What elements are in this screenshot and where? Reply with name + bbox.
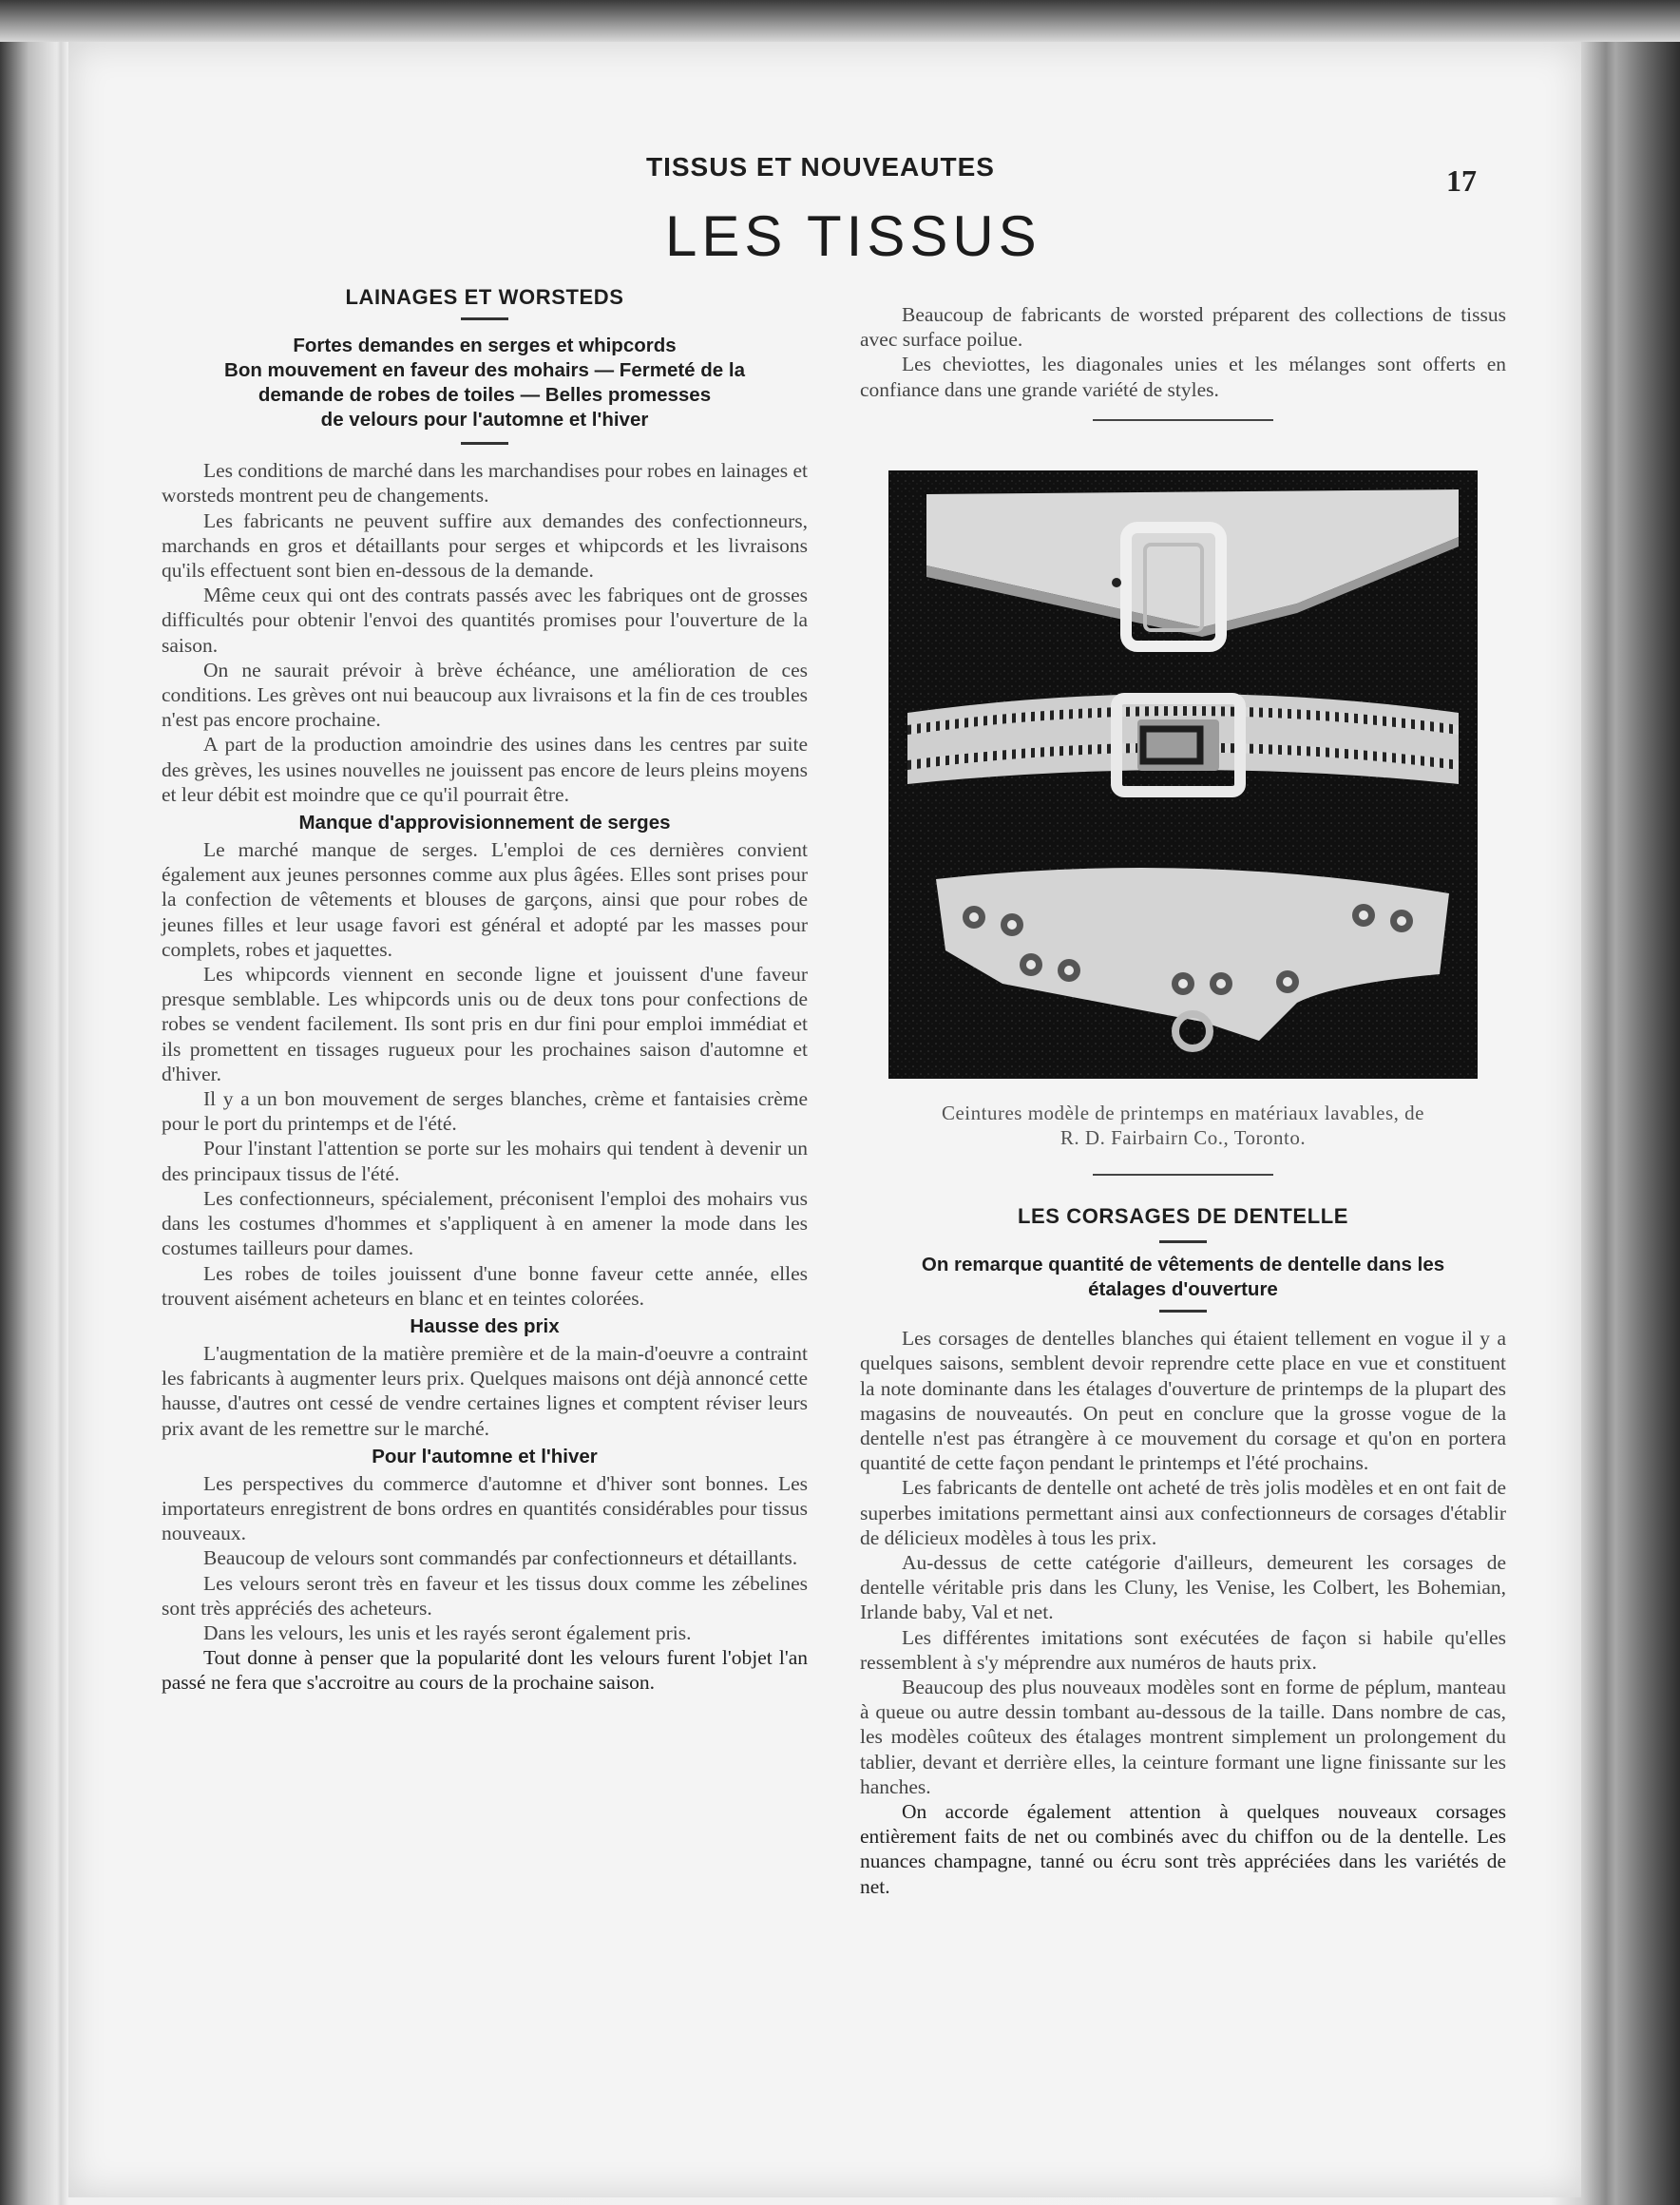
paragraph: Le marché manque de serges. L'emploi de ces dernières convient également aux jeunes personnes comme aux plus âgées. Elles sont prises pour la confection de vêtements et blouses de garçons, ainsi que pour robes de jeunes filles et leur usage favori est général et adopté par les masses pour complets, robes et jaquettes. xyxy=(162,838,808,961)
caption-line: R. D. Fairbairn Co., Toronto. xyxy=(1060,1126,1307,1149)
deck-line: de velours pour l'automne et l'hiver xyxy=(320,409,649,431)
paragraph: Il y a un bon mouvement de serges blanches, crème et fantaisies crème pour le port du printemps et de l'été. xyxy=(162,1087,808,1136)
paragraph: Les confectionneurs, spécialement, préconisent l'emploi des mohairs vus dans les costumes d'hommes et s'appliquent à en amener la mode dans les costumes tailleurs pour dames. xyxy=(162,1186,808,1260)
paragraph: Les cheviottes, les diagonales unies et les mélanges sont offerts en confiance dans une grande variété de styles. xyxy=(860,353,1506,401)
belts-illustration xyxy=(888,470,1478,1079)
paragraph: Les perspectives du commerce d'automne et d'hiver sont bonnes. Les importateurs enregistrent de bons ordres en quantités considérables pour tissus nouveaux. xyxy=(162,1471,808,1545)
deck-line: étalages d'ouverture xyxy=(1088,1278,1278,1301)
section-title-corsages: LES CORSAGES DE DENTELLE xyxy=(1017,1204,1349,1228)
paragraph: Beaucoup des plus nouveaux modèles sont en forme de péplum, manteau à queue ou autre dessin tombant au-dessous de la taille. Dans nombre de cas, les modèles coûteux des étalages montrent simplement un prolongement du tablier, devant et derrière elles, la ceinture formant une ligne finissante sur les hanches. xyxy=(860,1676,1506,1798)
paragraph: Dans les velours, les unis et les rayés seront également pris. xyxy=(203,1620,692,1644)
paragraph: Beaucoup de velours sont commandés par confectionneurs et détaillants. xyxy=(203,1546,798,1570)
section-title-lainages: LAINAGES ET WORSTEDS xyxy=(345,285,624,309)
paragraph: Les corsages de dentelles blanches qui étaient tellement en vogue il y a quelques saisons, semblent devoir reprendre cette place en vue et constituent la note dominante dans les étalages d'ouverture de printemps de la plupart des magasins de nouveautés. On peut en conclure que la grosse vogue de la dentelle n'est pas étrangère à ce mouvement du corsage et qu'on en portera quantité de cette façon pendant le printemps et l'été prochains. xyxy=(860,1327,1506,1475)
scan-top-edge xyxy=(0,0,1680,42)
paragraph: Tout donne à penser que la popularité dont les velours furent l'objet l'an passé ne fera que s'accroitre au cours de la prochaine saison. xyxy=(162,1646,808,1695)
paragraph: Les velours seront très en faveur et les tissus doux comme les zébelines sont très appréciés des acheteurs. xyxy=(162,1571,808,1620)
right-column-top xyxy=(860,302,1506,438)
rule xyxy=(1093,419,1273,421)
running-head: TISSUS ET NOUVEAUTES xyxy=(646,152,995,182)
paragraph: Les whipcords viennent en seconde ligne et jouissent d'une faveur presque semblable. Les whipcords unis ou de deux tons pour confections de robes se vendent facilement. Ils sont pris en dur fini pour emploi immédiat et ils promettent en tissages rugueux pour les prochaines saison d'automne et d'hiver. xyxy=(162,963,808,1085)
paragraph: Les robes de toiles jouissent d'une bonne faveur cette année, elles trouvent aisément acheteurs en blanc et en teintes colorées. xyxy=(162,1261,808,1310)
rule xyxy=(461,317,508,320)
paragraph: A part de la production amoindrie des usines dans les centres par suite des grèves, les usines nouvelles ne jouissent pas encore de leurs pleins moyens et leur débit est moindre que ce qu'il pourrait être. xyxy=(162,733,808,806)
paragraph: Les conditions de marché dans les marchandises pour robes en lainages et worsteds montrent peu de changements. xyxy=(162,459,808,508)
paragraph: Pour l'instant l'attention se porte sur les mohairs qui tendent à devenir un des principaux tissus de l'été. xyxy=(162,1137,808,1185)
right-column-bottom xyxy=(860,1164,1506,1899)
paragraph: On accorde également attention à quelques nouveaux corsages entièrement faits de net ou combinés avec du chiffon ou de la dentelle. Les nuances champagne, tanné ou écru sont très appréciées dans les variétés de net. xyxy=(860,1800,1506,1898)
deck-line: demande de robes de toiles — Belles promesses xyxy=(258,384,712,407)
paragraph: L'augmentation de la matière première et de la main-d'oeuvre a contraint les fabricants à augmenter leurs prix. Quelques maisons ont déjà annoncé cette hausse, d'autres ont cessé de vendre certaines lignes et comptent réviser leurs prix avant de les remettre sur le marché. xyxy=(162,1341,808,1440)
caption-line: Ceintures modèle de printemps en matériaux lavables, de xyxy=(941,1102,1424,1124)
deck-line: On remarque quantité de vêtements de dentelle dans les xyxy=(921,1254,1445,1276)
page-number: 17 xyxy=(1446,163,1477,198)
subhead-hausse: Hausse des prix xyxy=(410,1314,560,1337)
paragraph: Les fabricants de dentelle ont acheté de très jolis modèles et en ont fait de superbes imitations permettant ainsi aux confectionneurs de corsages d'établir de délicieux modèles à tous les prix. xyxy=(860,1476,1506,1549)
subhead-automne: Pour l'automne et l'hiver xyxy=(372,1445,598,1467)
rule xyxy=(1159,1310,1207,1313)
paragraph: Beaucoup de fabricants de worsted préparent des collections de tissus avec surface poilue. xyxy=(860,303,1506,352)
deck-line: Fortes demandes en serges et whipcords xyxy=(293,335,677,357)
paragraph: Au-dessus de cette catégorie d'ailleurs, demeurent les corsages de dentelle véritable pris dans les Cluny, les Venise, les Colbert, les Bohemian, Irlande baby, Val et net. xyxy=(860,1551,1506,1624)
photo-caption xyxy=(860,1101,1506,1150)
paragraph: Même ceux qui ont des contrats passés avec les fabriques ont de grosses difficultés pour obtenir l'envoi des quantités promises pour l'ouverture de la saison. xyxy=(162,584,808,657)
page-title: LES TISSUS xyxy=(665,204,1041,268)
rule xyxy=(1159,1240,1207,1243)
rule xyxy=(1093,1174,1273,1176)
subhead-serges: Manque d'approvisionnement de serges xyxy=(298,812,671,834)
paragraph: On ne saurait prévoir à brève échéance, une amélioration de ces conditions. Les grèves ont nui beaucoup aux livraisons et la fin de ces troubles n'est pas encore prochaine. xyxy=(162,658,808,732)
paragraph: Les fabricants ne peuvent suffire aux demandes des confectionneurs, marchands en gros et détaillants pour serges et whipcords et les livraisons qu'ils effectuent sont bien en-dessous de la demande. xyxy=(162,508,808,583)
rule xyxy=(461,442,508,445)
left-column xyxy=(162,285,808,1696)
deck-line: Bon mouvement en faveur des mohairs — Fermeté de la xyxy=(224,359,745,382)
paragraph: Les différentes imitations sont exécutées de façon si habile qu'elles ressemblent à s'y méprendre aux numéros de hauts prix. xyxy=(860,1625,1506,1674)
belts-photograph xyxy=(888,470,1478,1079)
